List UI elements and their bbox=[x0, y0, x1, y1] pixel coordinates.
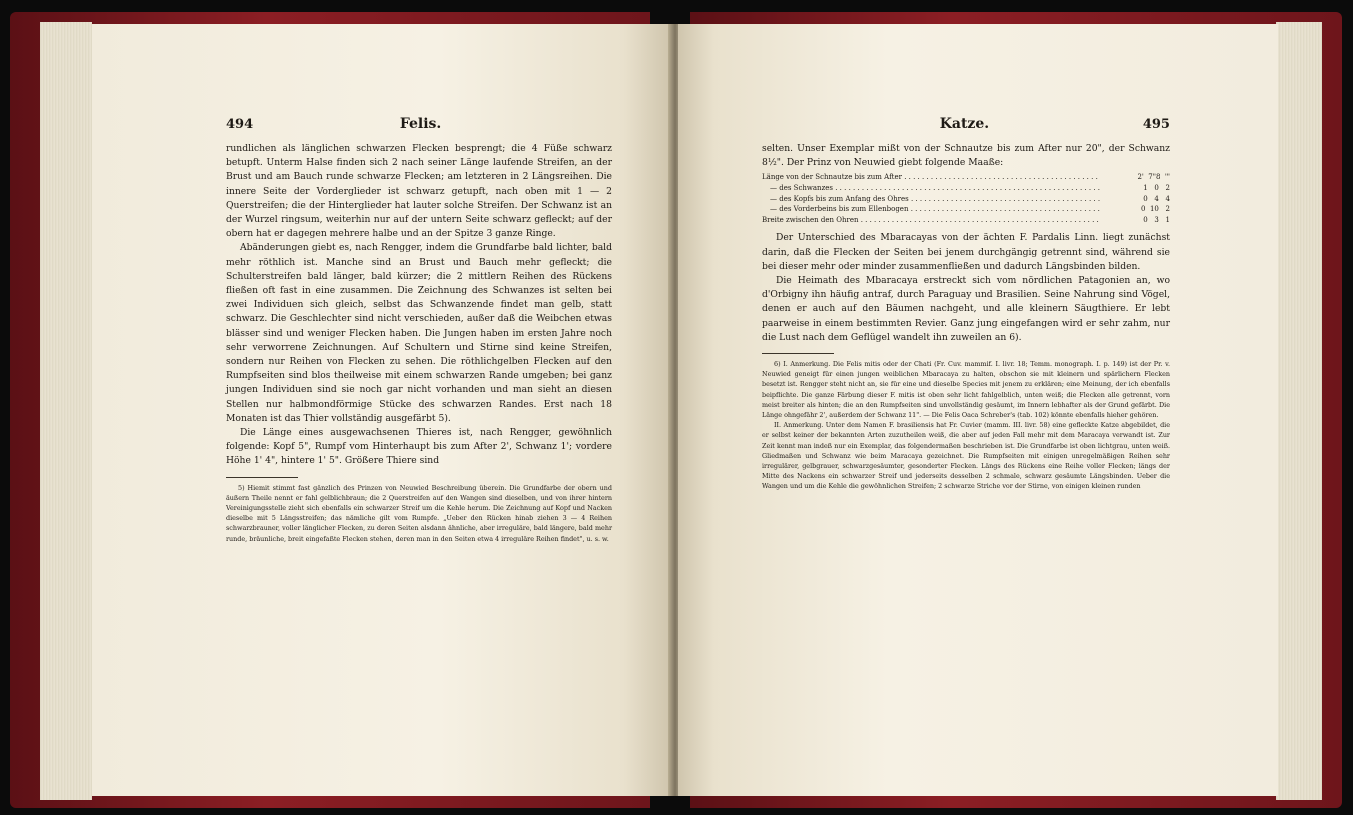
measurement-table bbox=[762, 172, 1170, 225]
left-page-body bbox=[226, 142, 612, 469]
measurement-value: 0 3 1 bbox=[1143, 215, 1170, 224]
right-page bbox=[678, 24, 1278, 796]
footnote-rule bbox=[762, 353, 834, 354]
measurement-label: — des Schwanzes . . . bbox=[762, 183, 1100, 194]
measurement-row bbox=[762, 204, 1170, 215]
measurement-value: 1 0 2 bbox=[1143, 184, 1170, 192]
right-footnote: 6) I. Anmerkung. Die Felis mitis oder der Chati (Fr. Cuv. mammif. I. livr. 18; Temm. monograph. I. p. 149) ist der Pr. v. Neuwied geneigt für einen jungen weiblichen Mbaracaya zu halten, obschon sie mit kleinern und spärlichern Flecken besetzt ist. Rengger steht nicht an, sie für eine und dieselbe Species mit jenem zu erklären; eine Meinung, der ich ebenfalls beipflichte. Die ganze Färbung dieser F. mitis ist oben sehr licht fahlgelblich, unten weiß; die Flecken alle getrennt, vorn meist breiter als hinten; die an den Rumpfseiten sind unvollständig gesäumt, im Innern lebhafter als der Grund gefärbt. Die Länge ohngefähr 2', außerdem der Schwanz 11". — Die Felis Oaca Schreber's (tab. 102) könnte ebenfalls hieher gehören. bbox=[762, 360, 1170, 420]
right-footnote: II. Anmerkung. Unter dem Namen F. brasiliensis hat Fr. Cuvier (mamm. III. livr. 58) eine gefleckte Katze abgebildet, die er selbst keiner der bekannten Arten zuzutheilen weiß, die aber auf jeden Fall mehr mit dem Maracaya verwandt ist. Zur Zeit kennt man indeß nur ein Exemplar, das folgendermaßen beschrieben ist. Die Grundfarbe ist oben lichtgrau, unten weiß. Gliedmaßen und Schwanz wie beim Maracaya gezeichnet. Die Rumpfseiten mit einigen unregelmäßigen Reihen sehr irregulärer, gelbgrauer, schwarzgesäumter, gesonderter Flecken. Längs des Rückens eine Reihe voller Flecken; längs der Mitte des Nackens ein schwarzer Streif und jederseits desselben 2 schmale, schwarz gesäumte Längsbinden. Ueber die Wangen und um die Kehle die gewöhnlichen Streifen; 2 schwarze Striche vor der Stirne, von einigen kleinen runden bbox=[762, 421, 1170, 491]
measurement-row bbox=[762, 194, 1170, 205]
right-page-number: 495 bbox=[1142, 117, 1170, 132]
right-page-header bbox=[762, 116, 1170, 132]
left-running-title: Felis. bbox=[399, 116, 442, 132]
left-page-header bbox=[226, 116, 612, 132]
right-footnotes bbox=[762, 359, 1170, 492]
right-paragraph: Die Heimath des Mbaracaya erstreckt sich vom nördlichen Patagonien an, wo d'Orbigny ihn häufig antraf, durch Paraguay und Brasilien. Seine Nahrung sind Vögel, denen er auch auf den Bäumen nachgeht, und alle kleinern Säugthiere. Er lebt paarweise in einem bestimmten Revier. Ganz jung eingefangen wird er sehr zahm, nur die Lust nach dem Geflügel wandelt ihn zuweilen an 6). bbox=[762, 274, 1170, 343]
measurement-label: — des Vorderbeins bis zum Ellenbogen . . . bbox=[762, 204, 1100, 215]
measurement-label: — des Kopfs bis zum Anfang des Ohres . . . bbox=[762, 194, 1100, 205]
measurement-row bbox=[762, 215, 1170, 226]
right-intro: selten. Unser Exemplar mißt von der Schnautze bis zum After nur 20", der Schwanz 8½". Der Prinz von Neuwied giebt folgende Maaße: bbox=[762, 143, 1170, 169]
measurement-label: Breite zwischen den Ohren . . . bbox=[762, 215, 1100, 226]
measurement-label: Länge von der Schnautze bis zum After . . . bbox=[762, 172, 1100, 183]
right-running-title: Katze. bbox=[939, 116, 990, 132]
measurement-value: 0 10 2 bbox=[1141, 205, 1170, 214]
right-page-body bbox=[762, 142, 1170, 345]
left-footnote: 5) Hiemit stimmt fast gänzlich des Prinzen von Neuwied Beschreibung überein. Die Grundfarbe der obern und äußern Theile nennt er fahl gelblichbraun; die 2 Querstreifen auf den Wangen sind dieselben, und von ihrer hintern Vereinigungsstelle zieht sich ebenfalls ein schwarzer Streif um die Kehle herum. Die Zeichnung auf Kopf und Nacken dieselbe mit 5 Längsstreifen; das nämliche gilt vom Rumpfe. „Ueber den Rücken hinab ziehen 3 — 4 Reihen schwarzbrauner, voller länglicher Flecken, zu deren Seiten alsdann ähnliche, aber irreguläre, bald längere, bald mehr runde, bräunliche, breit eingefaßte Flecken stehen, deren man in den Seiten etwa 4 irreguläre Reihen findet", u. s. w. bbox=[226, 483, 612, 543]
left-footnotes bbox=[226, 483, 612, 544]
left-page bbox=[92, 24, 670, 796]
left-paragraph: rundlichen als länglichen schwarzen Flecken besprengt; die 4 Füße schwarz betupft. Unterm Halse finden sich 2 nach seiner Länge laufende Streifen, an der Brust und am Bauch runde schwarze Flecken; am letzteren in 2 Längsreihen. Die innere Seite der Vorderglieder ist schwarz getupft, nach oben mit 1 — 2 Querstreifen; die der Hinterglieder hat lauter solche Streifen. Der Schwanz ist an der Wurzel ringsum, weiterhin nur auf der untern Seite schwarz gefleckt; auf der obern hat er dagegen mehrere halbe und an der Spitze 3 ganze Ringe. bbox=[226, 143, 612, 240]
measurement-row bbox=[762, 183, 1170, 194]
left-paragraph: Die Länge eines ausgewachsenen Thieres ist, nach Rengger, gewöhnlich folgende: Kopf 5", Rumpf vom Hinterhaupt bis zum After 2', Schwanz 1'; vordere Höhe 1' 4", hintere 1' 5". Größere Thiere sind bbox=[226, 427, 612, 467]
measurement-value: 0 4 4 bbox=[1143, 194, 1170, 203]
page-edges-right bbox=[1276, 22, 1322, 800]
left-page-number: 494 bbox=[226, 117, 254, 132]
footnote-rule bbox=[226, 477, 298, 478]
page-edges-left bbox=[40, 22, 92, 800]
measurement-row bbox=[762, 172, 1170, 183]
left-paragraph: Abänderungen giebt es, nach Rengger, indem die Grundfarbe bald lichter, bald mehr röthlich ist. Manche sind an Brust und Bauch mehr gefleckt; die Schulterstreifen bald länger, bald kürzer; die 2 mittlern Reihen des Rückens fließen oft fast in eine zusammen. Die Zeichnung des Schwanzes ist selten bei zwei Individuen sich gleich, selbst das Schwanzende findet man gelb, statt schwarz. Die Geschlechter sind nicht verschieden, außer daß die Weibchen etwas blässer sind und weniger Flecken haben. Die Jungen haben im ersten Jahre noch sehr verworrene Zeichnungen. Auf Schultern und Stirne sind keine Streifen, sondern nur Reihen von Flecken zu sehen. Die röthlichgelben Flecken auf den Rumpfseiten sind blos theilweise mit einem schwarzen Rande umgeben; bei ganz jungen Individuen sind sie noch gar nicht vorhanden und man sieht an diesen Stellen nur halbmondförmige Stücke des schwarzen Randes. Erst nach 18 Monaten ist das Thier vollständig ausgefärbt 5). bbox=[226, 242, 612, 424]
measurement-value: 2' 7"8 '" bbox=[1137, 173, 1170, 182]
right-paragraph: Der Unterschied des Mbaracayas von der ächten F. Pardalis Linn. liegt zunächst darin, daß die Flecken der Seiten bei jenem durchgängig getrennt sind, während sie bei dieser mehr oder minder zusammenfließen und dadurch Längsbinden bilden. bbox=[762, 232, 1170, 272]
